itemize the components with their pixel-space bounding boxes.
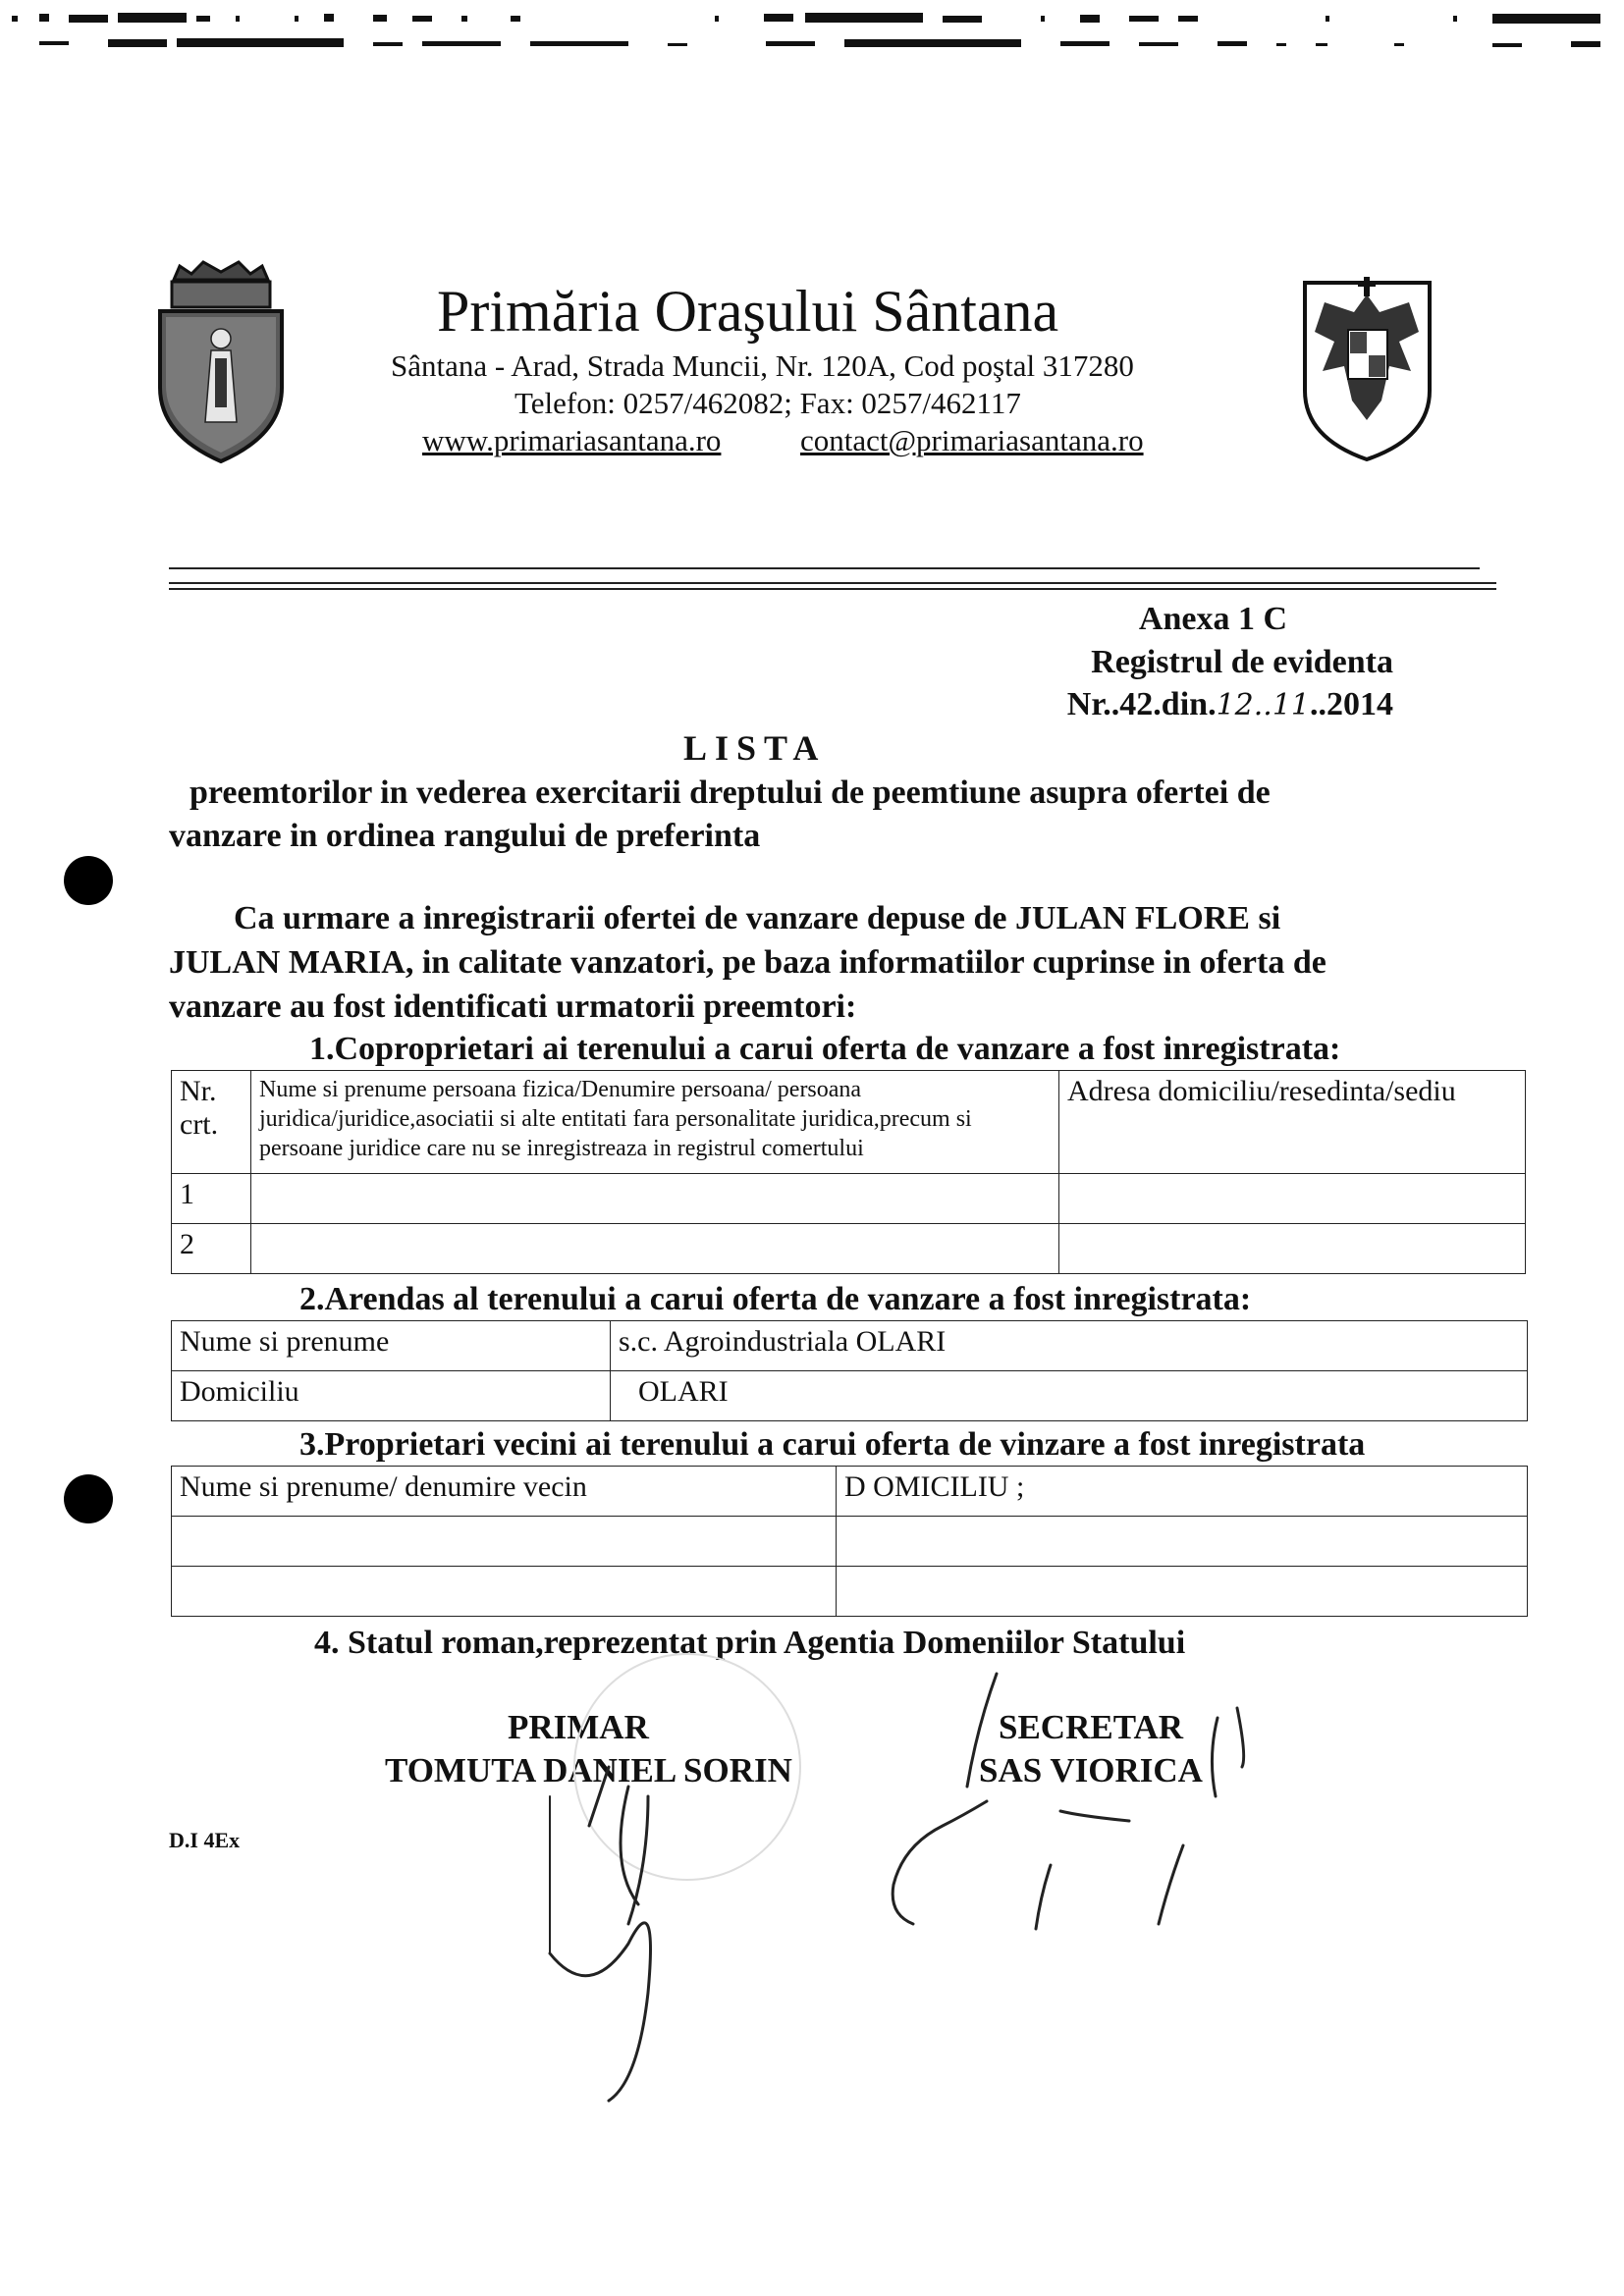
tenant-domicile-value: OLARI: [611, 1371, 1528, 1421]
annex-year: ..2014: [1310, 686, 1393, 722]
issuer-website-link[interactable]: www.primariasantana.ro: [422, 423, 722, 457]
section4-title: 4. Statul roman,reprezentat prin Agentia Domeniilor Statului: [314, 1625, 1186, 1661]
document-subtitle-line1: preemtorilor in vederea exercitarii dreptului de peemtiune asupra ofertei de: [189, 774, 1271, 811]
table-row: [172, 1371, 1528, 1421]
col-name-header: Nume si prenume persoana fizica/Denumire persoana/ persoana juridica/juridice,asociatii si alte entitati fara personalitate juridica,precum si persoane juridice care nu se inregistreaza in registrul comertului: [251, 1071, 1059, 1174]
col-address-header: Adresa domiciliu/resedinta/sediu: [1059, 1071, 1526, 1174]
neighbour-domicile-cell: [837, 1517, 1528, 1567]
table-header-row: [172, 1071, 1526, 1174]
table-row: [172, 1224, 1526, 1274]
table-row: [172, 1567, 1528, 1617]
issuer-email-link[interactable]: contact@primariasantana.ro: [800, 423, 1144, 457]
row-name-cell: [251, 1224, 1059, 1274]
tenant-name-value: s.c. Agroindustriala OLARI: [611, 1321, 1528, 1371]
table-header-row: [172, 1467, 1528, 1517]
tenant-domicile-label: Domiciliu: [172, 1371, 611, 1421]
neighbour-domicile-header: D OMICILIU ;: [837, 1467, 1528, 1517]
table-row: [172, 1174, 1526, 1224]
row-address-cell: [1059, 1224, 1526, 1274]
annex-date-handwritten: 12..11: [1216, 688, 1310, 722]
coowners-table: [171, 1070, 1526, 1274]
annex-number: [1067, 686, 1393, 723]
secretary-name: SAS VIORICA: [979, 1751, 1203, 1789]
neighbour-name-cell: [172, 1517, 837, 1567]
secretary-title: SECRETAR: [999, 1708, 1184, 1746]
santana-coat-of-arms-icon: [152, 260, 290, 466]
tenant-table: [171, 1320, 1528, 1421]
intro-line2: JULAN MARIA, in calitate vanzatori, pe baza informatiilor cuprinse in oferta de: [169, 944, 1326, 981]
romania-coat-of-arms-icon: [1301, 273, 1434, 461]
neighbour-name-cell: [172, 1567, 837, 1617]
intro-line3: vanzare au fost identificati urmatorii preemtori:: [169, 988, 857, 1025]
annex-number-prefix: Nr..42.din.: [1066, 686, 1217, 722]
intro-line1: Ca urmare a inregistrarii ofertei de vanzare depuse de JULAN FLORE si: [234, 900, 1281, 936]
section2-title: 2.Arendas al terenului a carui oferta de vanzare a fost inregistrata:: [299, 1281, 1252, 1317]
issuer-address: Sântana - Arad, Strada Muncii, Nr. 120A, Cod poştal 317280: [391, 348, 1134, 383]
document-subtitle-line2: vanzare in ordinea rangului de preferinta: [169, 818, 761, 854]
neighbour-name-header: Nume si prenume/ denumire vecin: [172, 1467, 837, 1517]
section1-title: 1.Coproprietari ai terenului a carui oferta de vanzare a fost inregistrata:: [309, 1031, 1341, 1067]
neighbours-table: [171, 1466, 1528, 1617]
annex-title: Anexa 1 C: [1138, 601, 1287, 637]
mayor-name: TOMUTA DANIEL SORIN: [385, 1751, 792, 1789]
row-address-cell: [1059, 1174, 1526, 1224]
table-row: [172, 1321, 1528, 1371]
mayor-title: PRIMAR: [508, 1708, 649, 1746]
document-heading: LISTA: [683, 728, 827, 768]
header-divider-double: [169, 582, 1496, 590]
row-name-cell: [251, 1174, 1059, 1224]
row-number: 2: [172, 1224, 251, 1274]
table-row: [172, 1517, 1528, 1567]
issuer-title: Primăria Oraşului Sântana: [437, 279, 1059, 344]
header-divider-top: [169, 567, 1480, 569]
tenant-name-label: Nume si prenume: [172, 1321, 611, 1371]
punch-hole-mark: [64, 856, 113, 905]
copies-note: D.I 4Ex: [169, 1828, 241, 1852]
scan-noise: [0, 0, 1624, 69]
neighbour-domicile-cell: [837, 1567, 1528, 1617]
col-nr-header: Nr. crt.: [172, 1071, 251, 1174]
annex-register: Registrul de evidenta: [1091, 644, 1393, 680]
section3-title: 3.Proprietari vecini ai terenului a carui oferta de vinzare a fost inregistrata: [299, 1426, 1366, 1463]
row-number: 1: [172, 1174, 251, 1224]
issuer-phone-fax: Telefon: 0257/462082; Fax: 0257/462117: [514, 386, 1021, 420]
punch-hole-mark: [64, 1474, 113, 1523]
